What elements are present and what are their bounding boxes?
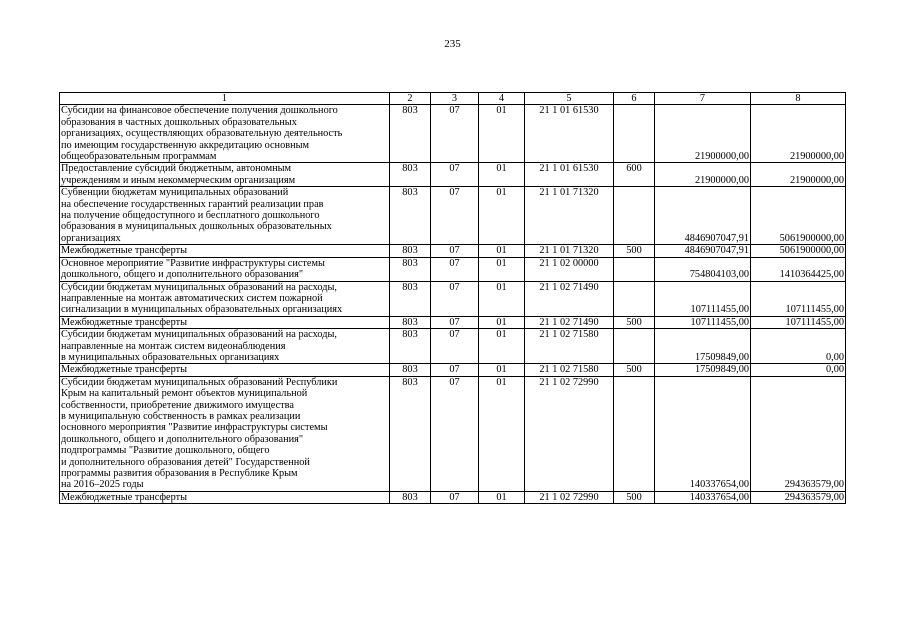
cell-ministry-code: 803 — [390, 316, 431, 328]
cell-expense-type: 500 — [614, 245, 655, 257]
cell-amount-col8: 294363579,00 — [751, 376, 846, 491]
cell-section-code: 07 — [431, 187, 479, 245]
cell-subsection-code: 01 — [479, 245, 525, 257]
cell-ministry-code: 803 — [390, 245, 431, 257]
column-header: 8 — [751, 93, 846, 105]
cell-target-article: 21 1 02 71490 — [525, 281, 614, 316]
table-header-row — [60, 93, 846, 105]
cell-ministry-code: 803 — [390, 257, 431, 281]
row-description: Субсидии на финансовое обеспечение получения дошкольного образования в частных дошкольных образовательных организациях, осуществляющих образовательную деятельность по имеющим государственную аккредитацию основным общеобразовательным программам — [60, 105, 390, 163]
cell-section-code: 07 — [431, 364, 479, 376]
cell-subsection-code: 01 — [479, 491, 525, 503]
cell-expense-type — [614, 187, 655, 245]
cell-expense-type — [614, 281, 655, 316]
cell-amount-col8: 5061900000,00 — [751, 187, 846, 245]
cell-amount-col8: 0,00 — [751, 329, 846, 364]
cell-expense-type — [614, 376, 655, 491]
cell-ministry-code: 803 — [390, 187, 431, 245]
table-row — [60, 163, 846, 187]
page-number: 235 — [444, 38, 461, 50]
cell-section-code: 07 — [431, 316, 479, 328]
cell-section-code: 07 — [431, 245, 479, 257]
cell-expense-type — [614, 257, 655, 281]
cell-expense-type: 500 — [614, 491, 655, 503]
cell-amount-col8: 107111455,00 — [751, 316, 846, 328]
cell-section-code: 07 — [431, 376, 479, 491]
cell-amount-col7: 17509849,00 — [655, 364, 751, 376]
row-description: Межбюджетные трансферты — [60, 491, 390, 503]
row-description: Субсидии бюджетам муниципальных образований Республики Крым на капитальный ремонт объектов муниципальной собственности, приобретение движимого имущества в муниципальную собственность в рамках реализации основного мероприятия "Развитие инфраструктуры системы дошкольного, общего и дополнительного образования" подпрограммы "Развитие дошкольного, общего и дополнительного образования детей" Государственной программы развития образования в Республике Крым на 2016–2025 годы — [60, 376, 390, 491]
cell-target-article: 21 1 02 71490 — [525, 316, 614, 328]
cell-amount-col8: 1410364425,00 — [751, 257, 846, 281]
cell-amount-col7: 140337654,00 — [655, 376, 751, 491]
cell-subsection-code: 01 — [479, 257, 525, 281]
row-description: Субвенции бюджетам муниципальных образований на обеспечение государственных гарантий реализации прав на получение общедоступного и бесплатного дошкольного образования в муниципальных дошкольных образовательных организациях — [60, 187, 390, 245]
cell-subsection-code: 01 — [479, 281, 525, 316]
cell-section-code: 07 — [431, 329, 479, 364]
cell-amount-col8: 21900000,00 — [751, 105, 846, 163]
row-description: Предоставление субсидий бюджетным, автономным учреждениям и иным некоммерческим организациям — [60, 163, 390, 187]
cell-ministry-code: 803 — [390, 491, 431, 503]
table-row — [60, 281, 846, 316]
row-description: Межбюджетные трансферты — [60, 364, 390, 376]
cell-target-article: 21 1 02 72990 — [525, 491, 614, 503]
table-row — [60, 257, 846, 281]
column-header: 7 — [655, 93, 751, 105]
cell-ministry-code: 803 — [390, 329, 431, 364]
cell-subsection-code: 01 — [479, 105, 525, 163]
row-description: Межбюджетные трансферты — [60, 316, 390, 328]
table-row — [60, 245, 846, 257]
cell-target-article: 21 1 01 61530 — [525, 163, 614, 187]
cell-amount-col7: 21900000,00 — [655, 163, 751, 187]
cell-expense-type: 500 — [614, 364, 655, 376]
cell-amount-col7: 4846907047,91 — [655, 245, 751, 257]
cell-subsection-code: 01 — [479, 364, 525, 376]
cell-amount-col8: 5061900000,00 — [751, 245, 846, 257]
cell-section-code: 07 — [431, 257, 479, 281]
cell-ministry-code: 803 — [390, 105, 431, 163]
column-header: 1 — [60, 93, 390, 105]
cell-section-code: 07 — [431, 281, 479, 316]
cell-ministry-code: 803 — [390, 376, 431, 491]
cell-subsection-code: 01 — [479, 376, 525, 491]
table-row — [60, 316, 846, 328]
cell-target-article: 21 1 02 00000 — [525, 257, 614, 281]
cell-subsection-code: 01 — [479, 187, 525, 245]
cell-target-article: 21 1 01 71320 — [525, 245, 614, 257]
cell-ministry-code: 803 — [390, 364, 431, 376]
cell-target-article: 21 1 01 61530 — [525, 105, 614, 163]
table-row — [60, 187, 846, 245]
cell-subsection-code: 01 — [479, 316, 525, 328]
row-description: Межбюджетные трансферты — [60, 245, 390, 257]
cell-expense-type: 500 — [614, 316, 655, 328]
cell-target-article: 21 1 02 72990 — [525, 376, 614, 491]
cell-amount-col7: 107111455,00 — [655, 281, 751, 316]
row-description: Основное мероприятие "Развитие инфраструктуры системы дошкольного, общего и дополнительного образования" — [60, 257, 390, 281]
budget-table — [59, 92, 846, 504]
cell-target-article: 21 1 02 71580 — [525, 329, 614, 364]
table-row — [60, 364, 846, 376]
table-row — [60, 329, 846, 364]
cell-section-code: 07 — [431, 105, 479, 163]
cell-target-article: 21 1 02 71580 — [525, 364, 614, 376]
cell-amount-col7: 17509849,00 — [655, 329, 751, 364]
cell-amount-col7: 21900000,00 — [655, 105, 751, 163]
cell-amount-col7: 107111455,00 — [655, 316, 751, 328]
cell-amount-col8: 0,00 — [751, 364, 846, 376]
cell-section-code: 07 — [431, 491, 479, 503]
column-header: 6 — [614, 93, 655, 105]
cell-subsection-code: 01 — [479, 163, 525, 187]
table-row — [60, 105, 846, 163]
cell-amount-col8: 21900000,00 — [751, 163, 846, 187]
column-header: 5 — [525, 93, 614, 105]
column-header: 3 — [431, 93, 479, 105]
cell-target-article: 21 1 01 71320 — [525, 187, 614, 245]
cell-amount-col8: 294363579,00 — [751, 491, 846, 503]
cell-amount-col7: 140337654,00 — [655, 491, 751, 503]
cell-expense-type — [614, 329, 655, 364]
cell-amount-col8: 107111455,00 — [751, 281, 846, 316]
row-description: Субсидии бюджетам муниципальных образований на расходы, направленные на монтаж автоматических систем пожарной сигнализации в муниципальных образовательных организациях — [60, 281, 390, 316]
cell-section-code: 07 — [431, 163, 479, 187]
column-header: 2 — [390, 93, 431, 105]
cell-expense-type: 600 — [614, 163, 655, 187]
cell-amount-col7: 4846907047,91 — [655, 187, 751, 245]
row-description: Субсидии бюджетам муниципальных образований на расходы, направленные на монтаж систем видеонаблюдения в муниципальных образовательных организациях — [60, 329, 390, 364]
table-row — [60, 376, 846, 491]
cell-expense-type — [614, 105, 655, 163]
column-header: 4 — [479, 93, 525, 105]
cell-amount-col7: 754804103,00 — [655, 257, 751, 281]
cell-ministry-code: 803 — [390, 281, 431, 316]
cell-ministry-code: 803 — [390, 163, 431, 187]
cell-subsection-code: 01 — [479, 329, 525, 364]
table-row — [60, 491, 846, 503]
